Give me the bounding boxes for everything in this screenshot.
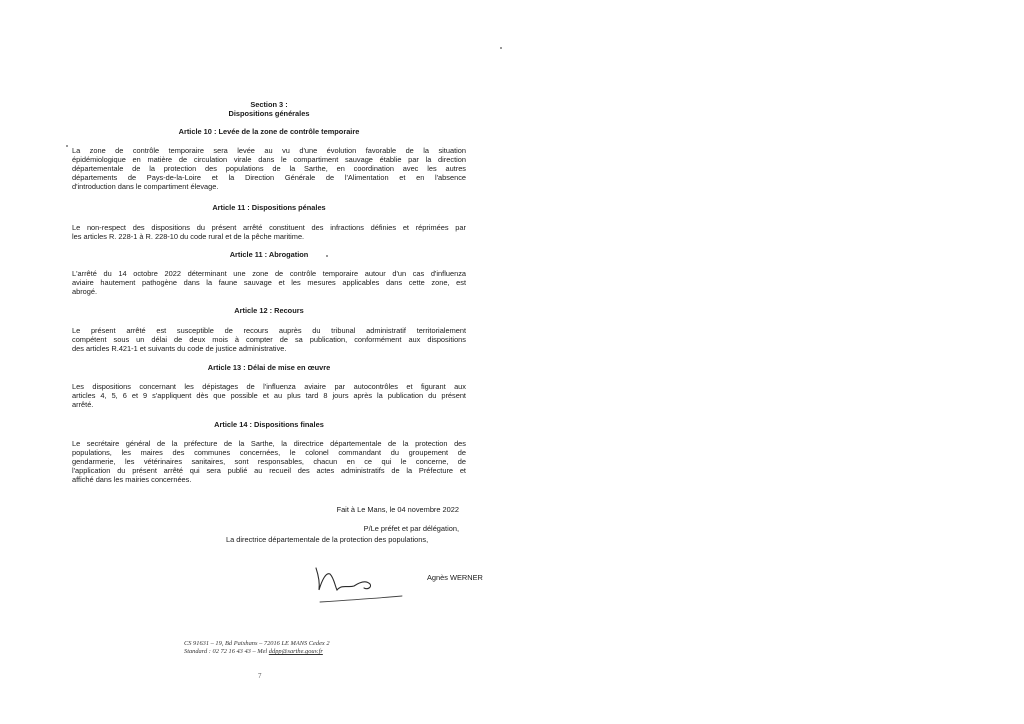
scan-speck (500, 47, 502, 49)
article-12-line: compétent sous un délai de deux mois à compter de sa publication, conformément aux dispositions (72, 335, 466, 344)
article-10-line: d'introduction dans le compartiment élevage. (72, 182, 219, 191)
article-11-abrogation-body (72, 269, 466, 296)
article-10-line: épidémiologique en matière de circulation virale dans le compartiment sauvage établie par la direction (72, 155, 466, 164)
article-13-title: Article 13 : Délai de mise en œuvre (207, 363, 331, 372)
article-10-line: départements de Pays-de-la-Loire et la Direction Générale de l'Alimentation et en l'absence (72, 173, 466, 182)
article-14-line: l'application du présent arrêté qui sera publié au recueil des actes administratifs de la Préfecture et (72, 466, 466, 475)
footer-phone: Standard : 02 72 16 43 43 – Mel (184, 648, 269, 655)
article-13-line: arrêté. (72, 400, 94, 409)
signatory-name: Agnès WERNER (427, 573, 483, 582)
article-14-line: populations, les maires des communes concernées, le colonel commandant du groupement de (72, 448, 466, 457)
article-10-title: Article 10 : Levée de la zone de contrôle temporaire (178, 127, 360, 136)
article-11-penal-title: Article 11 : Dispositions pénales (212, 203, 326, 212)
page-number: 7 (258, 672, 262, 680)
delegation-line: P/Le préfet et par délégation, (363, 524, 459, 533)
article-12-line: Le présent arrêté est susceptible de recours auprès du tribunal administratif territorialement (72, 326, 466, 335)
article-14-line: gendarmerie, les vétérinaires sanitaires, sont responsables, chacun en ce qui le concerne, de (72, 457, 466, 466)
scan-speck (326, 255, 328, 257)
article-11-abrogation-line: abrogé. (72, 287, 98, 296)
article-14-body (72, 439, 466, 484)
article-12-line: des articles R.421-1 et suivants du code de justice administrative. (72, 344, 287, 353)
article-10-line: départementale de la protection des populations de la Sarthe, en coordination avec les autres (72, 164, 466, 173)
footer-contact (184, 648, 323, 656)
article-11-penal-line: Le non-respect des dispositions du présent arrêté constituent des infractions définies et réprimées par (72, 223, 466, 232)
article-14-title: Article 14 : Dispositions finales (214, 420, 324, 429)
section-subheading: Dispositions générales (228, 109, 310, 118)
article-12-body (72, 326, 466, 353)
article-11-abrogation-line: aviaire hautement pathogène dans la faune sauvage et les mesures applicables dans cette zone, est (72, 278, 466, 287)
article-11-abrogation-title: Article 11 : Abrogation (229, 250, 309, 259)
article-10-line: La zone de contrôle temporaire sera levée au vu d'une évolution favorable de la situation (72, 146, 466, 155)
article-11-penal-body (72, 223, 466, 241)
signatory-role: La directrice départementale de la protection des populations, (226, 535, 429, 544)
article-12-title: Article 12 : Recours (234, 306, 304, 315)
article-13-body (72, 382, 466, 409)
article-10-body (72, 146, 466, 191)
article-13-line: Les dispositions concernant les dépistages de l'influenza aviaire par autocontrôles et figurant aux (72, 382, 466, 391)
article-11-penal-line: les articles R. 228-1 à R. 228-10 du code rural et de la pêche maritime. (72, 232, 305, 241)
scan-speck (66, 145, 68, 147)
section-heading: Section 3 : (250, 100, 288, 109)
footer-email-link[interactable]: ddpp@sarthe.gouv.fr (268, 648, 323, 655)
handwritten-signature (310, 560, 410, 608)
place-date: Fait à Le Mans, le 04 novembre 2022 (336, 505, 459, 514)
footer-address: CS 91631 – 19, Bd Paixhans – 72016 LE MANS Cedex 2 (184, 640, 330, 647)
article-13-line: articles 4, 5, 6 et 9 s'appliquent dès que possible et au plus tard 8 jours après la publication du présent (72, 391, 466, 400)
article-14-line: affiché dans les mairies concernées. (72, 475, 192, 484)
article-14-line: Le secrétaire général de la préfecture de la Sarthe, la directrice départementale de la protection des (72, 439, 466, 448)
article-11-abrogation-line: L'arrêté du 14 octobre 2022 déterminant une zone de contrôle temporaire autour d'un cas d'influenza (72, 269, 466, 278)
